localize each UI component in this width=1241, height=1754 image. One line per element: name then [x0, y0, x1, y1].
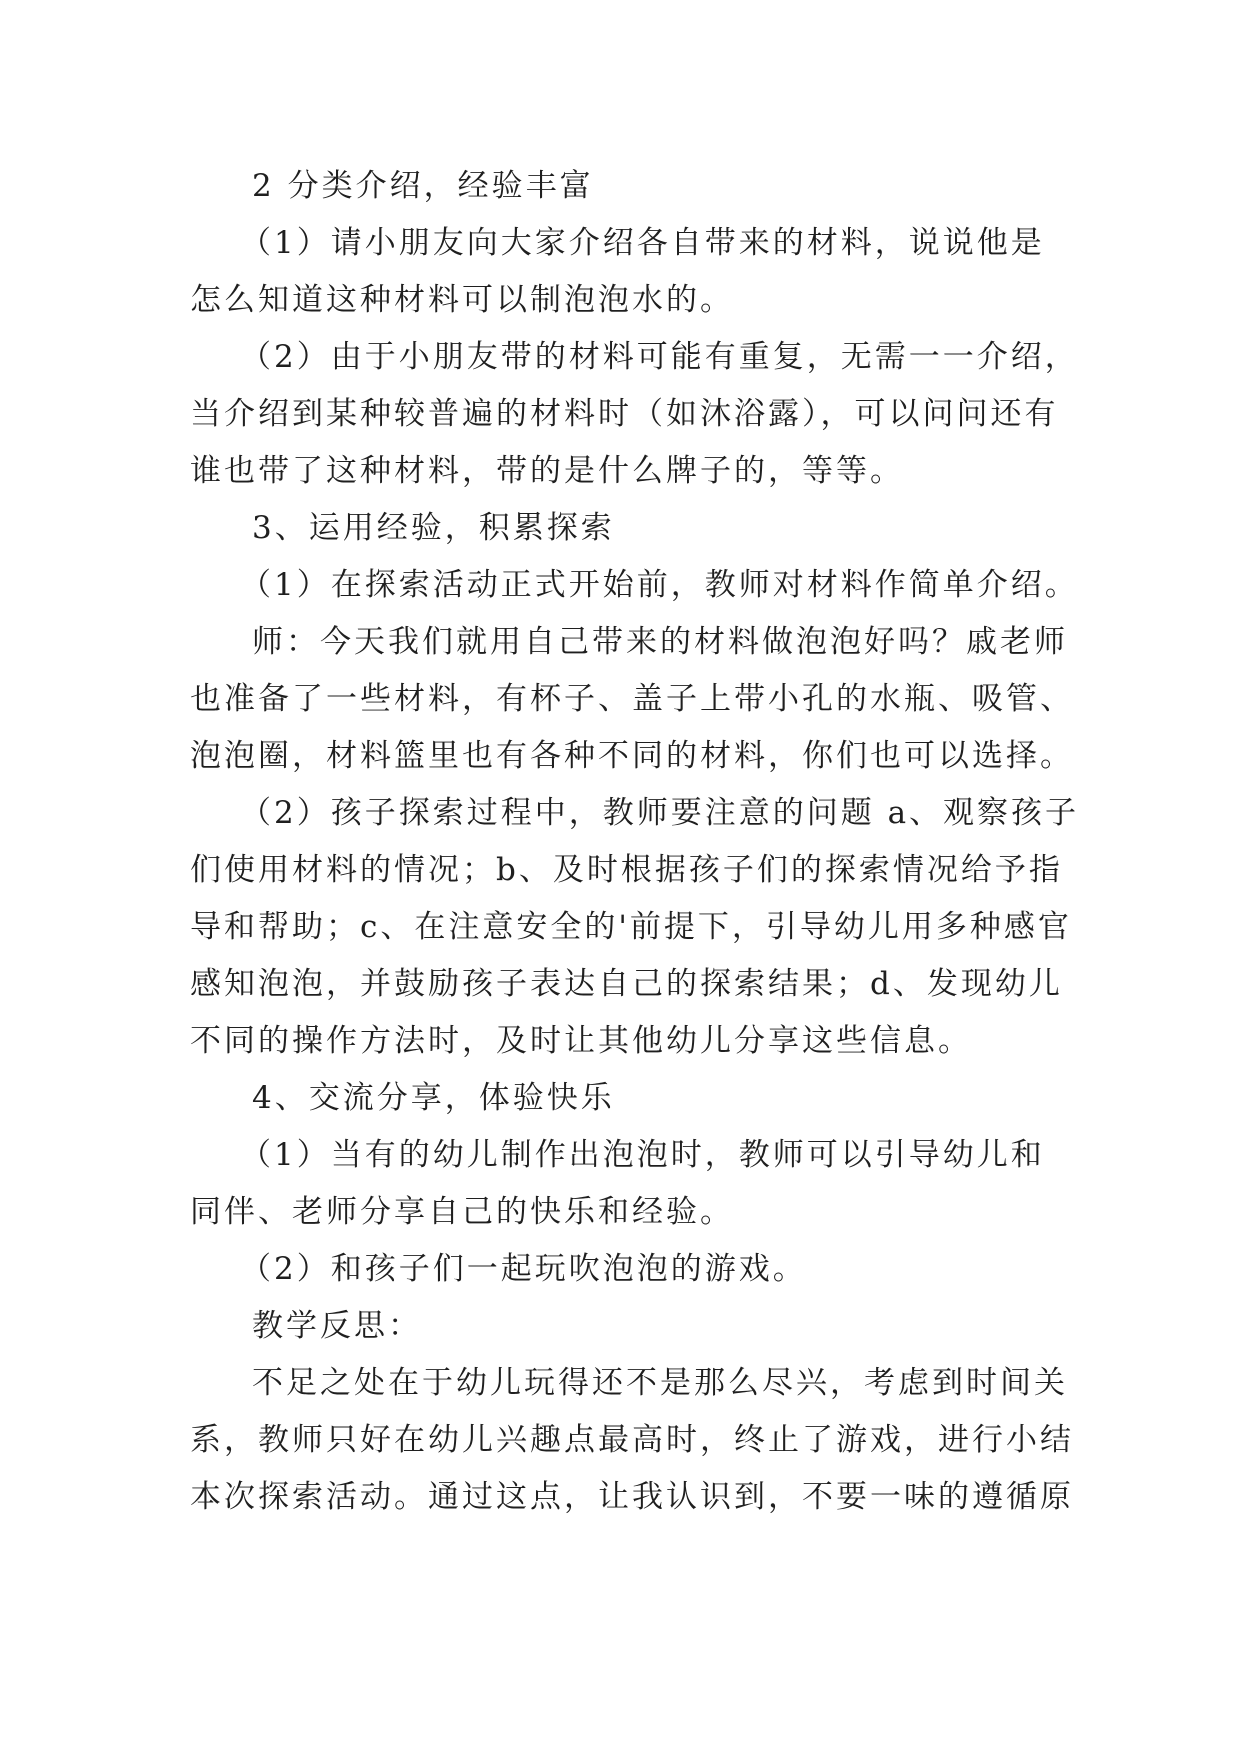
paragraph [190, 329, 1079, 500]
text-line: 也准备了一些材料，有杯子、盖子上带小孔的水瓶、吸管、 [190, 681, 1074, 717]
text-line: 当介绍到某种较普遍的材料时（如沐浴露），可以问问还有 [190, 396, 1059, 432]
text-line: （2）和孩子们一起玩吹泡泡的游戏。 [240, 1251, 807, 1287]
text-line: 感知泡泡，并鼓励孩子表达自己的探索结果；d、发现幼儿 [190, 966, 1063, 1002]
paragraph [190, 500, 1070, 557]
text-line: 系，教师只好在幼儿兴趣点最高时，终止了游戏，进行小结 [190, 1422, 1074, 1458]
text-line: 谁也带了这种材料，带的是什么牌子的，等等。 [190, 453, 904, 489]
text-line: 怎么知道这种材料可以制泡泡水的。 [190, 282, 734, 318]
text-line: 们使用材料的情况；b、及时根据孩子们的探索情况给予指 [190, 852, 1063, 888]
text-line: 师：今天我们就用自己带来的材料做泡泡好吗？戚老师 [252, 624, 1068, 660]
text-line: （2）由于小朋友带的材料可能有重复，无需一一介绍， [240, 339, 1079, 375]
text-line: 2 分类介绍，经验丰富 [252, 168, 594, 204]
paragraph [190, 614, 1074, 785]
document-body [190, 158, 1080, 1526]
paragraph [190, 1241, 1070, 1298]
paragraph [190, 1127, 1070, 1241]
paragraph [190, 1070, 1070, 1127]
paragraph [190, 557, 1079, 614]
paragraph [190, 215, 1070, 329]
text-line: 泡泡圈，材料篮里也有各种不同的材料，你们也可以选择。 [190, 738, 1074, 774]
text-line: （2）孩子探索过程中，教师要注意的问题 a、观察孩子 [240, 795, 1080, 831]
text-line: 同伴、老师分享自己的快乐和经验。 [190, 1194, 734, 1230]
text-line: 导和帮助；c、在注意安全的'前提下，引导幼儿用多种感官 [190, 909, 1072, 945]
text-line: 3、运用经验，积累探索 [252, 510, 615, 546]
paragraph [190, 158, 1070, 215]
text-line: 4、交流分享，体验快乐 [252, 1080, 615, 1116]
text-line: 不同的操作方法时，及时让其他幼儿分享这些信息。 [190, 1023, 972, 1059]
text-line: 教学反思： [252, 1308, 422, 1344]
text-line: （1）请小朋友向大家介绍各自带来的材料，说说他是 [240, 225, 1045, 261]
paragraph [190, 1298, 1070, 1355]
text-line: （1）在探索活动正式开始前，教师对材料作简单介绍。 [240, 567, 1079, 603]
text-line: （1）当有的幼儿制作出泡泡时，教师可以引导幼儿和 [240, 1137, 1045, 1173]
text-line: 不足之处在于幼儿玩得还不是那么尽兴，考虑到时间关 [252, 1365, 1068, 1401]
paragraph [190, 785, 1080, 1070]
text-line: 本次探索活动。通过这点，让我认识到，不要一味的遵循原 [190, 1479, 1074, 1515]
paragraph [190, 1355, 1074, 1526]
